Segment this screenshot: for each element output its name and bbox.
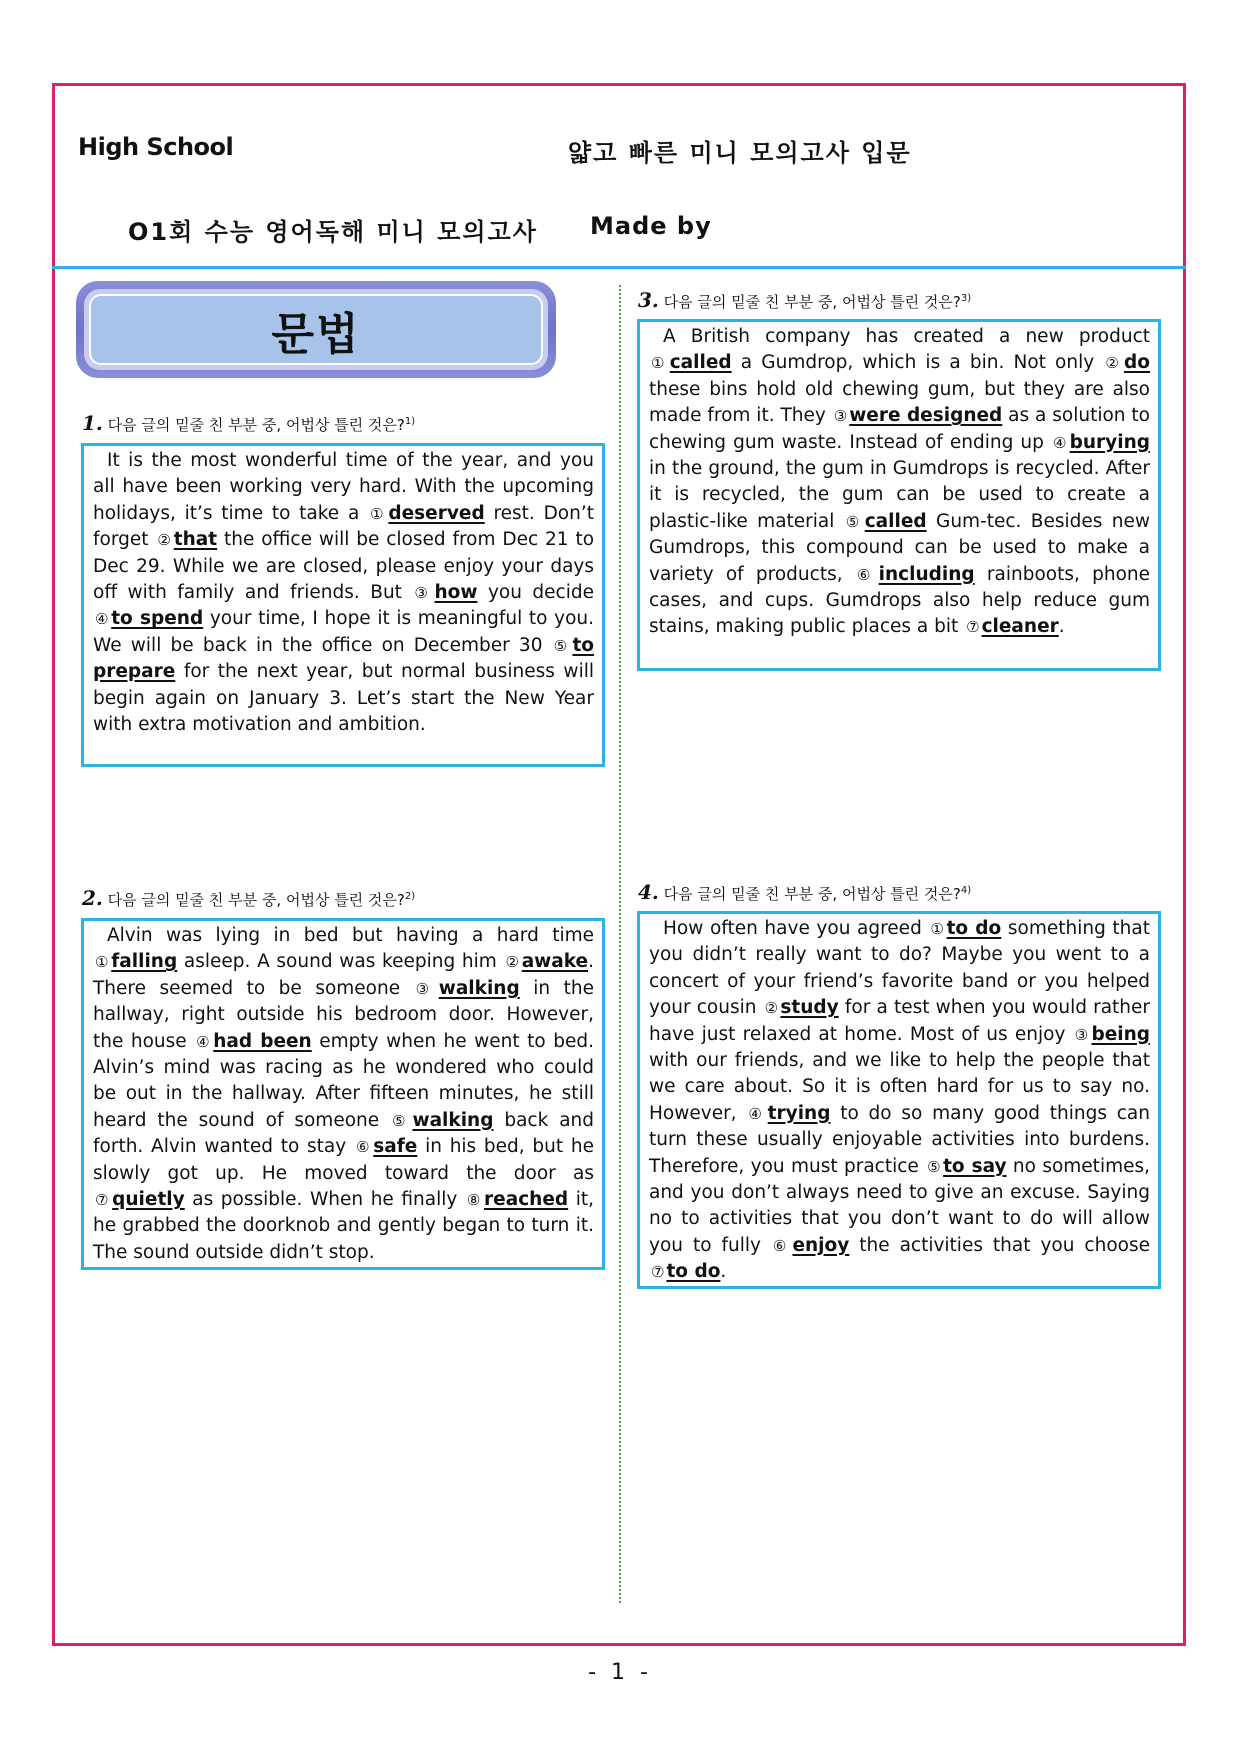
made-by-label: Made by bbox=[590, 212, 712, 240]
choice-marker: ⑦ bbox=[651, 1263, 665, 1282]
underlined-choice: burying bbox=[1069, 431, 1150, 453]
passage-segment: . bbox=[1058, 616, 1065, 638]
question-2-passage bbox=[81, 918, 605, 1270]
passage-segment: asleep. A sound was keeping him bbox=[177, 951, 504, 973]
passage-segment: with our friends, and we like to help the people that we care about. So it is often hard for us to say no. However, bbox=[649, 1050, 1150, 1124]
passage-segment: Gum-tec. Besides new Gumdrops, this compound can be used to make a variety of products, bbox=[649, 510, 1150, 585]
question-number: 3. bbox=[638, 288, 659, 312]
passage-segment: A British company has created a new product bbox=[663, 326, 1150, 347]
choice-marker: ⑥ bbox=[355, 1138, 372, 1157]
footnote-marker: 3) bbox=[960, 293, 972, 304]
passage-segment: Alvin was lying in bed but having a hard time bbox=[107, 925, 594, 946]
passage-segment: How often have you agreed bbox=[663, 918, 929, 939]
passage-segment: a Gumdrop, which is a bin. Not only bbox=[731, 352, 1104, 374]
question-prompt: 다음 글의 밑줄 친 부분 중, 어법상 틀린 것은? bbox=[107, 891, 405, 909]
footnote-marker: 2) bbox=[404, 891, 416, 902]
choice-marker: ⑤ bbox=[845, 512, 863, 531]
section-title: 문법 bbox=[89, 294, 543, 365]
choice-marker: ④ bbox=[748, 1104, 766, 1123]
underlined-choice: trying bbox=[767, 1102, 831, 1124]
underlined-choice: deserved bbox=[388, 502, 485, 524]
question-number: 2. bbox=[82, 886, 103, 910]
passage-text bbox=[649, 916, 1150, 1286]
question-prompt: 다음 글의 밑줄 친 부분 중, 어법상 틀린 것은? bbox=[107, 416, 405, 434]
choice-marker: ② bbox=[157, 531, 172, 550]
school-label: High School bbox=[78, 133, 234, 161]
choice-marker: ③ bbox=[833, 407, 848, 426]
passage-segment: empty when he went to bed. Alvin’s mind was racing as he wondered who could be out in the hallway. After fifteen minutes, he still heard the sound of someone bbox=[93, 1030, 594, 1131]
passage-segment: the office will be closed from Dec 21 to Dec 29. While we are closed, please enjoy your days off with family and friends. But bbox=[93, 529, 595, 604]
question-number: 1. bbox=[82, 411, 103, 435]
passage-segment: as possible. When he finally bbox=[184, 1189, 465, 1211]
underlined-choice: to spend bbox=[111, 608, 204, 630]
question-1-passage bbox=[81, 443, 605, 767]
choice-marker: ① bbox=[370, 504, 387, 523]
passage-segment: something that you didn’t really want to do? Maybe you went to a concert of your friend’s favorite band or you helped your cousin bbox=[649, 918, 1150, 1019]
choice-marker: ⑧ bbox=[466, 1191, 483, 1210]
choice-marker: ⑦ bbox=[966, 618, 980, 637]
section-banner bbox=[76, 281, 556, 378]
underlined-choice: including bbox=[878, 563, 975, 585]
series-title: 얇고 빠른 미니 모의고사 입문 bbox=[568, 139, 912, 167]
underlined-choice: to do bbox=[946, 918, 1002, 939]
underlined-choice: enjoy bbox=[792, 1234, 850, 1256]
underlined-choice: how bbox=[434, 582, 478, 604]
passage-segment: in the ground, the gum in Gumdrops is recycled. After it is recycled, the gum can be used to create a plastic-like material bbox=[649, 458, 1150, 532]
choice-marker: ⑥ bbox=[772, 1236, 791, 1255]
passage-text bbox=[93, 923, 594, 1266]
question-prompt: 다음 글의 밑줄 친 부분 중, 어법상 틀린 것은? bbox=[663, 293, 961, 311]
choice-marker: ② bbox=[1105, 354, 1123, 373]
question-prompt: 다음 글의 밑줄 친 부분 중, 어법상 틀린 것은? bbox=[663, 885, 961, 903]
underlined-choice: cleaner bbox=[981, 616, 1059, 638]
underlined-choice: walking bbox=[412, 1109, 494, 1131]
question-3-header bbox=[638, 288, 971, 312]
passage-segment: you decide bbox=[477, 582, 594, 604]
question-1-header bbox=[82, 411, 415, 435]
underlined-choice: to say bbox=[943, 1155, 1007, 1177]
choice-marker: ① bbox=[95, 953, 110, 972]
footnote-marker: 4) bbox=[960, 885, 972, 896]
choice-marker: ② bbox=[764, 999, 779, 1018]
underlined-choice: being bbox=[1091, 1023, 1151, 1045]
footnote-marker: 1) bbox=[404, 416, 416, 427]
question-3-passage bbox=[637, 319, 1161, 671]
choice-marker: ⑦ bbox=[95, 1191, 111, 1210]
underlined-choice: awake bbox=[521, 951, 589, 973]
choice-marker: ④ bbox=[1052, 433, 1068, 452]
choice-marker: ⑤ bbox=[392, 1111, 411, 1130]
passage-segment: rainboots, phone cases, and cups. Gumdrops also help reduce gum stains, making public places a bit bbox=[649, 563, 1150, 638]
choice-marker: ⑤ bbox=[553, 636, 571, 655]
column-divider bbox=[619, 285, 621, 1603]
underlined-choice: quietly bbox=[112, 1189, 185, 1211]
underlined-choice: called bbox=[669, 352, 732, 374]
choice-marker: ① bbox=[651, 354, 668, 373]
passage-segment: for a test when you would rather have just relaxed at home. Most of us enjoy bbox=[649, 997, 1151, 1045]
page-number: - 1 - bbox=[588, 1660, 652, 1685]
passage-segment: these bins hold old chewing gum, but they are also made from it. They bbox=[649, 378, 1150, 427]
underlined-choice: called bbox=[864, 510, 927, 532]
choice-marker: ④ bbox=[95, 610, 110, 629]
question-4-passage bbox=[637, 911, 1161, 1289]
header-divider bbox=[52, 266, 1186, 269]
choice-marker: ⑥ bbox=[856, 565, 877, 584]
exam-title: O1회 수능 영어독해 미니 모의고사 bbox=[128, 218, 538, 246]
passage-segment: your time, I hope it is meaningful to you. We will be back in the office on December 30 bbox=[93, 608, 594, 656]
passage-segment: as a solution to chewing gum waste. Instead of ending up bbox=[649, 405, 1150, 453]
passage-segment: rest. Don’t forget bbox=[93, 502, 594, 551]
passage-segment: in his bed, but he slowly got up. He moved toward the door as bbox=[93, 1136, 594, 1184]
underlined-choice: to do bbox=[666, 1261, 721, 1283]
choice-marker: ③ bbox=[1074, 1025, 1090, 1044]
passage-segment: no sometimes, and you don’t always need to give an excuse. Saying no to activities that you don’t want to do will allow you to fully bbox=[649, 1155, 1151, 1256]
underlined-choice: to prepare bbox=[93, 634, 594, 683]
question-4-header bbox=[638, 880, 971, 904]
passage-segment: in the hallway, right outside his bedroom door. However, the house bbox=[93, 977, 594, 1052]
passage-segment: for the next year, but normal business will begin again on January 3. Let’s start the New Year with extra motivation and ambition. bbox=[93, 661, 594, 736]
underlined-choice: reached bbox=[484, 1189, 569, 1211]
passage-segment: to do so many good things can turn these usually enjoyable activities into burdens. Therefore, you must practice bbox=[649, 1102, 1150, 1177]
choice-marker: ④ bbox=[196, 1032, 212, 1051]
choice-marker: ② bbox=[505, 953, 520, 972]
question-2-header bbox=[82, 886, 415, 910]
underlined-choice: falling bbox=[111, 951, 178, 973]
choice-marker: ⑤ bbox=[927, 1157, 942, 1176]
passage-text bbox=[649, 324, 1150, 641]
question-number: 4. bbox=[638, 880, 659, 904]
choice-marker: ① bbox=[930, 920, 945, 938]
choice-marker: ③ bbox=[415, 979, 437, 998]
passage-segment: the activities that you choose bbox=[849, 1234, 1150, 1256]
underlined-choice: were designed bbox=[849, 405, 1003, 427]
passage-segment: . There seemed to be someone bbox=[93, 951, 594, 999]
underlined-choice: safe bbox=[373, 1136, 418, 1158]
underlined-choice: had been bbox=[213, 1030, 312, 1052]
passage-segment: It is the most wonderful time of the year, and you all have been working very hard. With the upcoming holidays, it’s time to take a bbox=[93, 450, 594, 524]
passage-text bbox=[93, 448, 594, 738]
underlined-choice: do bbox=[1124, 352, 1150, 374]
passage-segment: it, he grabbed the doorknob and gently began to turn it. The sound outside didn’t stop. bbox=[93, 1189, 594, 1263]
choice-marker: ③ bbox=[414, 584, 433, 603]
underlined-choice: walking bbox=[438, 977, 520, 999]
passage-segment: . bbox=[720, 1261, 727, 1283]
underlined-choice: that bbox=[173, 529, 218, 551]
passage-segment: back and forth. Alvin wanted to stay bbox=[93, 1109, 595, 1158]
underlined-choice: study bbox=[780, 997, 839, 1019]
